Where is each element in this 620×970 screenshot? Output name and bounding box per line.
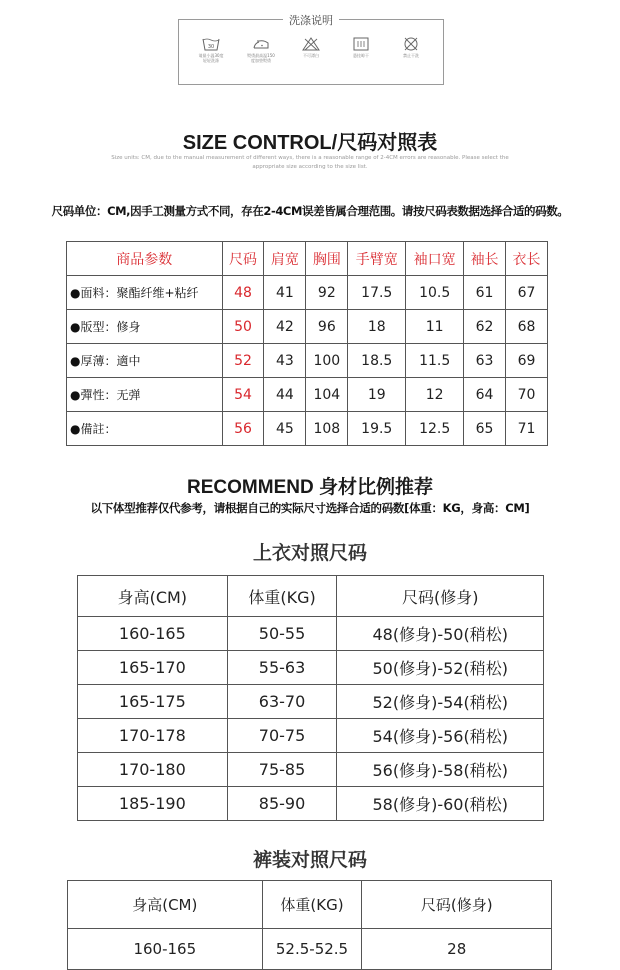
size-cell: 48 [222, 276, 264, 310]
table-cell: 185-190 [78, 787, 228, 821]
wash-instructions [178, 14, 444, 85]
table-cell: 165-175 [78, 685, 228, 719]
table-row [78, 753, 544, 787]
table-cell: 41 [264, 276, 306, 310]
table-cell: 44 [264, 378, 306, 412]
size-cell: 52 [222, 344, 264, 378]
table-row [68, 929, 552, 970]
table-cell: 160-165 [68, 929, 263, 970]
table-cell: 55-63 [227, 651, 337, 685]
header-cell: 尺码 [222, 242, 264, 276]
table-cell: 12.5 [406, 412, 464, 446]
table-cell: 54(修身)-56(稍松) [337, 719, 544, 753]
table-row [67, 344, 548, 378]
hang-dry-icon [352, 37, 370, 51]
table-cell: 108 [306, 412, 348, 446]
table-row [67, 378, 548, 412]
wash-item [189, 37, 233, 63]
wash-item [389, 37, 433, 63]
wash-item [289, 37, 333, 63]
param-cell: ●備註： [67, 412, 223, 446]
table-cell: 165-170 [78, 651, 228, 685]
table-header-row [68, 881, 552, 929]
header-cell: 胸围 [306, 242, 348, 276]
table-cell: 17.5 [348, 276, 406, 310]
table-row [78, 651, 544, 685]
table-cell: 85-90 [227, 787, 337, 821]
wash-caption: 禁止干洗 [403, 53, 419, 58]
table-cell: 96 [306, 310, 348, 344]
table-cell: 61 [464, 276, 506, 310]
table-row [78, 719, 544, 753]
param-cell: ●版型：修身 [67, 310, 223, 344]
table-cell: 19 [348, 378, 406, 412]
table-cell: 170-180 [78, 753, 228, 787]
size-cell: 56 [222, 412, 264, 446]
wash-caption: 悬挂晾干 [353, 53, 369, 58]
size-units-note-cn: 尺码单位：CM,因手工测量方式不同，存在2-4CM误差皆属合理范围。请按尺码表数据选择合适的码数。 [51, 204, 569, 218]
table-cell: 43 [264, 344, 306, 378]
table-cell: 63-70 [227, 685, 337, 719]
size-control-title: SIZE CONTROL/尺码对照表 [182, 132, 438, 154]
header-cell: 肩宽 [264, 242, 306, 276]
svg-text:30: 30 [207, 44, 215, 50]
top-size-table [77, 575, 544, 821]
wash-item [239, 37, 283, 63]
table-cell: 18 [348, 310, 406, 344]
size-cell: 54 [222, 378, 264, 412]
table-cell: 58(修身)-60(稍松) [337, 787, 544, 821]
header-cell: 袖长 [464, 242, 506, 276]
size-units-note-en: Size units: CM, due to the manual measurement of different ways, there is a reasonable range of 2-4CM errors are reasonable. Please select the appropriate size according to the size list. [111, 155, 509, 170]
header-cell: 体重(KG) [227, 576, 337, 617]
header-cell: 身高(CM) [68, 881, 263, 929]
table-cell: 52(修身)-54(稍松) [337, 685, 544, 719]
table-cell: 70 [506, 378, 548, 412]
table-cell: 10.5 [406, 276, 464, 310]
wash-caption: 熨烫最高温150 度加垫熨烫 [247, 53, 275, 63]
wash-title: 洗涤说明 [283, 12, 339, 28]
table-cell: 70-75 [227, 719, 337, 753]
header-cell: 衣长 [506, 242, 548, 276]
table-cell: 67 [506, 276, 548, 310]
param-cell: ●厚薄：適中 [67, 344, 223, 378]
table-header-row [78, 576, 544, 617]
table-cell: 69 [506, 344, 548, 378]
table-header-row [67, 242, 548, 276]
table-cell: 12 [406, 378, 464, 412]
table-cell: 45 [264, 412, 306, 446]
table-cell: 11 [406, 310, 464, 344]
header-cell: 尺码(修身) [362, 881, 552, 929]
table-row [67, 412, 548, 446]
header-cell: 商品参数 [67, 242, 223, 276]
table-cell: 62 [464, 310, 506, 344]
table-cell: 170-178 [78, 719, 228, 753]
no-dry-clean-icon [402, 37, 420, 51]
table-row [78, 685, 544, 719]
header-cell: 手臂宽 [348, 242, 406, 276]
recommend-title: RECOMMEND 身材比例推荐 [187, 477, 433, 498]
table-cell: 92 [306, 276, 348, 310]
table-cell: 11.5 [406, 344, 464, 378]
table-cell: 19.5 [348, 412, 406, 446]
table-cell: 63 [464, 344, 506, 378]
recommend-note: 以下体型推荐仅代参考，请根据自己的实际尺寸选择合适的码数[体重：KG，身高：CM] [90, 501, 530, 515]
table-cell: 48(修身)-50(稍松) [337, 617, 544, 651]
table-cell: 50(修身)-52(稍松) [337, 651, 544, 685]
table-cell: 160-165 [78, 617, 228, 651]
pants-size-table [67, 880, 552, 970]
table-cell: 42 [264, 310, 306, 344]
pants-size-title: 裤装对照尺码 [252, 849, 367, 871]
param-cell: ●彈性：无弹 [67, 378, 223, 412]
iron-150-icon [252, 37, 270, 51]
table-row [67, 276, 548, 310]
table-row [67, 310, 548, 344]
table-cell: 56(修身)-58(稍松) [337, 753, 544, 787]
header-cell: 尺码(修身) [337, 576, 544, 617]
top-size-title: 上衣对照尺码 [252, 542, 367, 564]
table-cell: 104 [306, 378, 348, 412]
table-cell: 100 [306, 344, 348, 378]
header-cell: 袖口宽 [406, 242, 464, 276]
hand-wash-30-icon [202, 37, 220, 51]
header-cell: 体重(KG) [262, 881, 362, 929]
size-cell: 50 [222, 310, 264, 344]
table-cell: 18.5 [348, 344, 406, 378]
param-cell: ●面料：聚酯纤维+粘纤 [67, 276, 223, 310]
size-table [66, 241, 548, 446]
table-cell: 28 [362, 929, 552, 970]
table-cell: 68 [506, 310, 548, 344]
wash-caption: 不可漂白 [303, 53, 319, 58]
wash-item [339, 37, 383, 63]
table-cell: 50-55 [227, 617, 337, 651]
table-cell: 75-85 [227, 753, 337, 787]
table-row [78, 617, 544, 651]
header-cell: 身高(CM) [78, 576, 228, 617]
table-cell: 65 [464, 412, 506, 446]
no-bleach-icon [302, 37, 320, 51]
table-cell: 64 [464, 378, 506, 412]
wash-caption: 请最小温30度 轻轻洗涤 [198, 53, 224, 63]
table-row [78, 787, 544, 821]
table-cell: 71 [506, 412, 548, 446]
table-cell: 52.5-52.5 [262, 929, 362, 970]
